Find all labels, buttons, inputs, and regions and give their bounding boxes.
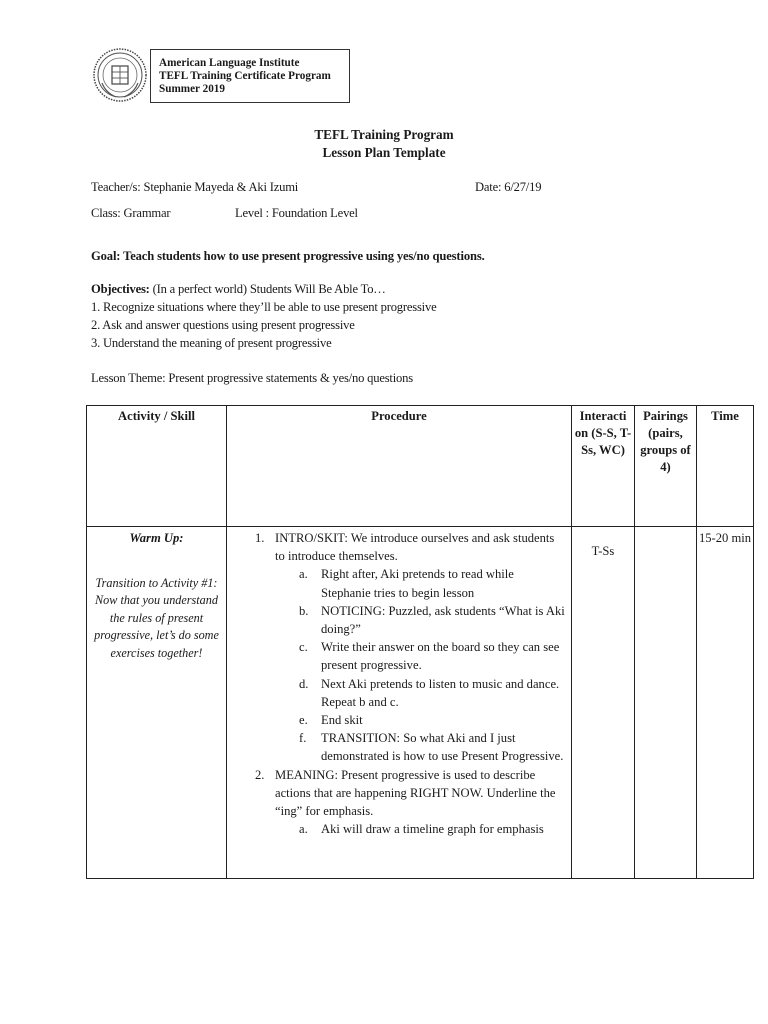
program-term: Summer 2019 xyxy=(159,83,225,96)
objectives-heading xyxy=(91,282,386,297)
procedure-substep xyxy=(227,565,571,601)
procedure-substep xyxy=(227,675,571,711)
objective-item: 1. Recognize situations where they’ll be able to use present progressive xyxy=(91,300,437,314)
level-line: Level : Foundation Level xyxy=(235,206,358,220)
program-header-box xyxy=(150,49,350,103)
substep-text: End skit xyxy=(321,713,363,728)
substep-text: Right after, Aki pretends to read while Stephanie tries to begin lesson xyxy=(321,567,514,600)
table-row xyxy=(87,527,754,879)
time-cell: 15-20 min xyxy=(697,527,754,879)
header-activity: Activity / Skill xyxy=(87,406,227,527)
substep-text: Next Aki pretends to listen to music and dance. Repeat b and c. xyxy=(321,676,560,709)
interaction-cell: T-Ss xyxy=(572,527,635,879)
date-line: Date: 6/27/19 xyxy=(475,180,542,194)
document-title: TEFL Training Program xyxy=(314,127,454,142)
teacher-line: Teacher/s: Stephanie Mayeda & Aki Izumi xyxy=(91,180,299,194)
institute-name: American Language Institute xyxy=(159,57,300,69)
lesson-theme: Lesson Theme: Present progressive statements & yes/no questions xyxy=(91,371,413,385)
step-number: 1. xyxy=(255,531,265,545)
table-header-row xyxy=(87,406,754,527)
activity-transition: Transition to Activity #1: Now that you understand the rules of present progressive, let’s do some exercises together! xyxy=(94,575,219,660)
objective-item: 3. Understand the meaning of present progressive xyxy=(91,336,332,350)
step-text: INTRO/SKIT: We introduce ourselves and ask students to introduce themselves. xyxy=(275,531,555,564)
institute-seal-logo xyxy=(92,47,148,103)
procedure-step xyxy=(227,529,571,565)
substep-letter: c. xyxy=(299,640,308,655)
objectives-label: Objectives: xyxy=(91,282,150,296)
substep-text: Write their answer on the board so they can see present progressive. xyxy=(321,640,560,673)
substep-text: TRANSITION: So what Aki and I just demonstrated is how to use Present Progressive. xyxy=(321,731,564,764)
procedure-substep xyxy=(227,602,571,638)
document-subtitle: Lesson Plan Template xyxy=(322,145,446,160)
substep-letter: a. xyxy=(299,567,308,582)
step-number: 2. xyxy=(255,767,265,782)
procedure-substep xyxy=(227,711,571,729)
lesson-plan-table xyxy=(86,405,754,879)
substep-letter: f. xyxy=(299,731,307,746)
activity-cell xyxy=(87,527,227,879)
header-pairings: Pairings (pairs, groups of 4) xyxy=(635,406,697,527)
substep-letter: a. xyxy=(299,822,308,837)
procedure-substep xyxy=(227,820,571,838)
objectives-intro: (In a perfect world) xyxy=(152,282,247,296)
substep-text: NOTICING: Puzzled, ask students “What is Aki doing?” xyxy=(321,603,565,637)
header-procedure: Procedure xyxy=(227,406,572,527)
procedure-cell xyxy=(227,527,572,879)
substep-letter: d. xyxy=(299,676,309,691)
substep-letter: b. xyxy=(299,603,309,618)
header-interaction: Interacti on (S-S, T-Ss, WC) xyxy=(572,406,635,527)
procedure-substep xyxy=(227,729,571,765)
substep-letter: e. xyxy=(299,713,308,728)
header-time: Time xyxy=(697,406,754,527)
class-line: Class: Grammar xyxy=(91,206,171,220)
lesson-goal: Goal: Teach students how to use present progressive using yes/no questions. xyxy=(91,249,485,263)
procedure-step xyxy=(227,766,571,821)
step-text: MEANING: Present progressive is used to describe actions that are happening RIGHT NOW. Underline the “ing” for emphasis. xyxy=(275,767,556,819)
objectives-swbat: Students Will Be Able To… xyxy=(249,282,386,296)
objective-item: 2. Ask and answer questions using present progressive xyxy=(91,318,355,332)
pairings-cell xyxy=(635,527,697,879)
activity-title: Warm Up: xyxy=(129,531,184,545)
substep-text: Aki will draw a timeline graph for emphasis xyxy=(321,822,544,837)
program-name: TEFL Training Certificate Program xyxy=(159,70,331,83)
procedure-substep xyxy=(227,638,571,674)
